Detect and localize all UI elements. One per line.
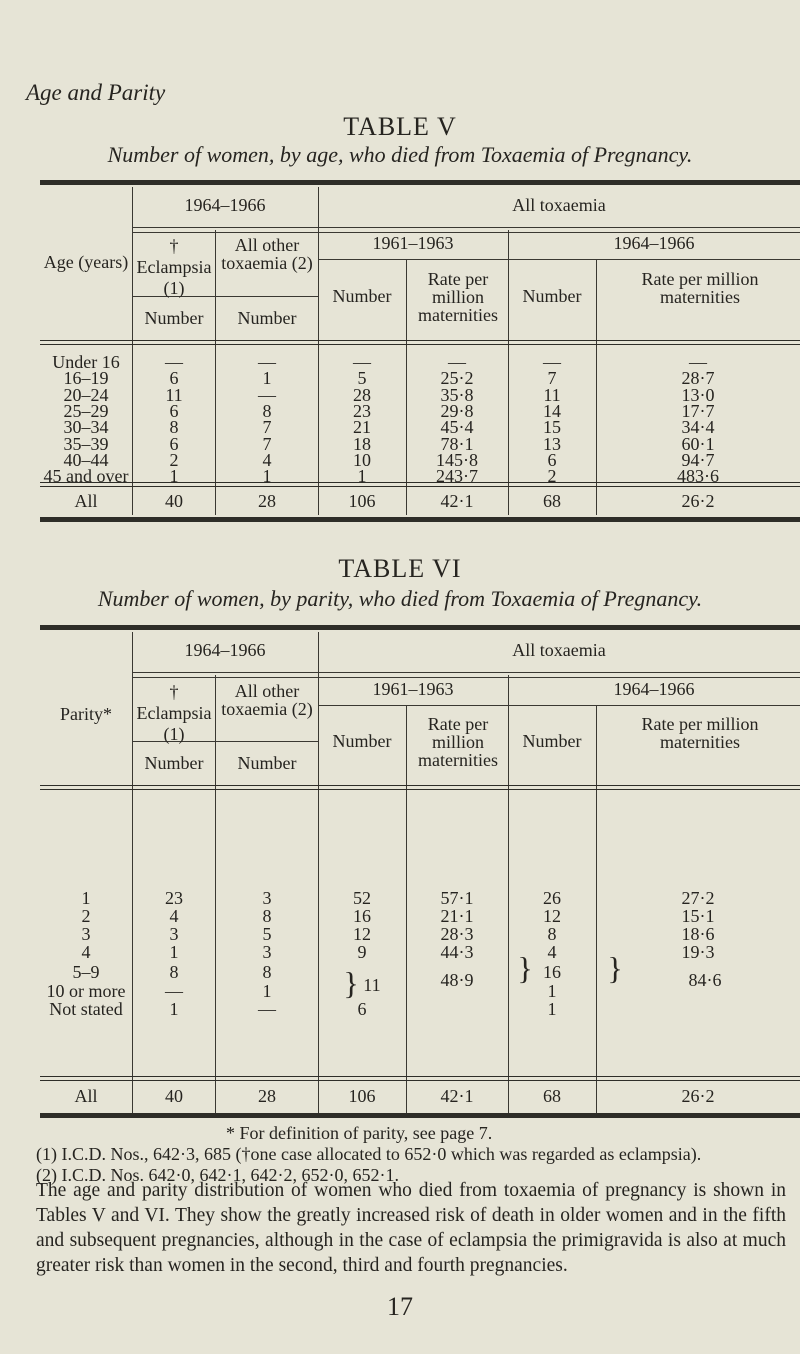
- table-vi-row-stub-cell: 1: [81, 888, 91, 908]
- footnote-parity: * For definition of parity, see page 7.: [226, 1123, 493, 1143]
- table-v-row-eclampsia-cell: 8: [169, 417, 179, 438]
- table-vi-row-number-1961-cell: 12: [353, 924, 371, 944]
- table-vi-row-other-cell: 3: [262, 888, 272, 908]
- table-v-number-header: Number: [522, 286, 582, 306]
- table-vi-row-number-1961-cell: 6: [357, 999, 367, 1019]
- table-v-total-eclampsia-cell: 40: [165, 491, 183, 511]
- table-v-row-number-1964-cell: 15: [543, 417, 561, 438]
- table-vi-row-other-cell: 5: [262, 924, 272, 944]
- table-vi-row-eclampsia-cell: —: [165, 981, 183, 1001]
- table-vi-period-1964: 1964–1966: [613, 679, 695, 699]
- table-v-row-rate-1964-cell: 17·7: [681, 400, 715, 421]
- table-v-row-number-1964-cell: 14: [543, 400, 561, 421]
- table-v-row-eclampsia-cell: 2: [169, 449, 179, 470]
- table-vi-row-rate-1964-cell: 15·1: [681, 906, 715, 926]
- table-vi-total-rate-1961-cell: 42·1: [440, 1086, 474, 1106]
- table-v-number-header: Number: [237, 308, 297, 328]
- table-v-bottom-rule: [40, 517, 800, 522]
- table-v-row-stub-cell: Under 16: [52, 352, 120, 372]
- table-v-row-number-1964-cell: 7: [547, 368, 557, 389]
- table-v-row-rate-1961-cell: 243·7: [436, 466, 478, 487]
- table-vi-row-number-1964-cell: 4: [547, 942, 557, 962]
- table-v-number-header: Number: [332, 286, 392, 306]
- brace-rate-1961: 48·9: [440, 970, 474, 990]
- table-v-caption: Number of women, by age, who died from Toxaemia of Pregnancy.: [107, 142, 693, 167]
- table-vi-row-number-1964-cell: 1: [547, 999, 557, 1019]
- page-number: 17: [387, 1292, 413, 1321]
- table-v-row-rate-1961-cell: 145·8: [436, 449, 478, 470]
- table-vi-row-other-cell: 8: [262, 906, 272, 926]
- table-vi-row-eclampsia-cell: 1: [169, 999, 179, 1019]
- table-vi-row-number-1964-cell: 16: [543, 962, 561, 982]
- table-v-row-rate-1964-cell: 94·7: [681, 449, 715, 470]
- table-v-row-other-cell: 7: [262, 433, 272, 454]
- table-vi-row-stub-cell: 3: [81, 924, 91, 944]
- table-v-row-stub-cell: 16–19: [63, 368, 109, 389]
- table-v-period-1961: 1961–1963: [372, 233, 454, 253]
- brace-number-1961: } 11: [343, 965, 381, 1001]
- table-v-row-number-1964-cell: 2: [547, 466, 557, 487]
- table-vi-row-number-1964-cell: 12: [543, 906, 561, 926]
- table-v-row-other-cell: 4: [262, 449, 272, 470]
- table-v-row-rate-1964-cell: 34·4: [681, 417, 715, 438]
- table-v-row-stub-cell: 25–29: [63, 400, 109, 421]
- table-v-row-other-cell: 1: [262, 466, 272, 487]
- table-vi-title: TABLE VI: [338, 554, 462, 583]
- table-v-row-number-1961-cell: 1: [357, 466, 367, 487]
- table-vi-row-other-cell: 3: [262, 942, 272, 962]
- footnote-1: (1) I.C.D. Nos., 642·3, 685 (†one case allocated to 652·0 which was regarded as eclampsia).: [36, 1144, 702, 1164]
- table-vi-total-other-cell: 28: [258, 1086, 276, 1106]
- table-v-row-eclampsia-cell: 11: [165, 384, 183, 405]
- table-v-row-number-1961-cell: 23: [353, 400, 371, 421]
- table-vi-total-stub-cell: All: [74, 1086, 98, 1106]
- table-v-row-rate-1961-cell: 35·8: [440, 384, 474, 405]
- table-v-rule: [318, 259, 800, 260]
- table-vi-row-stub-cell: 10 or more: [46, 981, 126, 1001]
- table-vi-row-other-cell: 1: [262, 981, 272, 1001]
- table-vi-row-eclampsia-cell: 1: [169, 942, 179, 962]
- table-v-row-rate-1964-cell: 483·6: [677, 466, 719, 487]
- table-v-row-rate-1964-cell: 13·0: [681, 384, 715, 405]
- table-v-row-number-1961-cell: 10: [353, 449, 371, 470]
- table-v-row-eclampsia-cell: 1: [169, 466, 179, 487]
- table-v-rate-header: Rate per million maternities: [641, 269, 759, 307]
- table-vi-row-number-1961-cell: 9: [357, 942, 367, 962]
- table-v-total-rate-1964-cell: 26·2: [681, 491, 715, 511]
- table-v-row-number-1964-cell: 6: [547, 449, 557, 470]
- table-v-row-number-1961-cell: 21: [353, 417, 371, 438]
- table-v-row-eclampsia-cell: 6: [169, 400, 179, 421]
- table-vi-row-rate-1964-cell: 19·3: [681, 942, 715, 962]
- table-v-stub-header: Age (years): [43, 252, 129, 272]
- table-v-total-stub-cell: All: [74, 491, 98, 511]
- table-vi-stub-header: Parity*: [60, 704, 112, 724]
- table-v-row-rate-1964-cell: 60·1: [681, 433, 715, 454]
- table-vi-row-stub-cell: 5–9: [72, 962, 100, 982]
- brace-number-1964: }: [517, 950, 533, 986]
- table-vi-row-other-cell: 8: [262, 962, 272, 982]
- table-vi-other-header: All other toxaemia (2): [221, 681, 313, 719]
- table-v-row-rate-1964-cell: —: [689, 352, 707, 372]
- table-vi-row-stub-cell: 2: [81, 906, 91, 926]
- table-v-row-stub-cell: 45 and over: [43, 466, 129, 487]
- table-vi-row-eclampsia-cell: 4: [169, 906, 179, 926]
- table-vi-row-rate-1961-cell: 57·1: [440, 888, 474, 908]
- table-v-total-number-1964-cell: 68: [543, 491, 561, 511]
- table-v-rate-header: Rate per million maternities: [418, 269, 498, 325]
- table-v-total-rate-1961-cell: 42·1: [440, 491, 474, 511]
- table-v-span-1964: 1964–1966: [184, 195, 266, 215]
- table-v-total-other-cell: 28: [258, 491, 276, 511]
- table-vi-rule: [318, 705, 800, 706]
- table-vi-row-number-1964-cell: 1: [547, 981, 557, 1001]
- table-vi-rate-header: Rate per million maternities: [418, 714, 498, 770]
- footnote-2: (2) I.C.D. Nos. 642·0, 642·1, 642·2, 652·0, 652·1.: [36, 1165, 399, 1185]
- table-vi-row-eclampsia-cell: 8: [169, 962, 179, 982]
- table-vi-row-rate-1964-cell: 27·2: [681, 888, 715, 908]
- table-vi-row-number-1961-cell: 52: [353, 888, 371, 908]
- table-vi-total-number-1961-cell: 106: [348, 1086, 376, 1106]
- table-vi-row-rate-1961-cell: 21·1: [440, 906, 474, 926]
- table-v-row-number-1964-cell: 11: [543, 384, 561, 405]
- table-v-eclampsia-header: † Eclampsia (1): [136, 236, 212, 298]
- table-vi-total-eclampsia-cell: 40: [165, 1086, 183, 1106]
- table-v-row-number-1964-cell: —: [543, 352, 561, 372]
- table-vi-total-number-1964-cell: 68: [543, 1086, 561, 1106]
- table-vi-row-other-cell: —: [258, 999, 276, 1019]
- table-v-row-stub-cell: 30–34: [63, 417, 109, 438]
- table-v-row-eclampsia-cell: —: [165, 352, 183, 372]
- table-v-period-1964: 1964–1966: [613, 233, 695, 253]
- table-v-span-all-toxaemia: All toxaemia: [512, 195, 606, 215]
- table-vi-span-1964: 1964–1966: [184, 640, 266, 660]
- table-v-row-other-cell: 1: [262, 368, 272, 389]
- table-v-row-stub-cell: 40–44: [63, 449, 109, 470]
- body-paragraph: The age and parity distribution of women who died from toxaemia of pregnancy is shown in Tables V and VI. They show the greatly increased risk of death in older women and in the fifth and subsequent pregnancies, although in the case of eclampsia the primigravida is also at much greater risk than women in the second, third and fourth pregnancies.: [36, 1180, 786, 1276]
- table-v-row-number-1961-cell: 5: [357, 368, 367, 389]
- table-vi-row-stub-cell: Not stated: [49, 999, 123, 1019]
- table-v-row-other-cell: 7: [262, 417, 272, 438]
- table-vi-caption: Number of women, by parity, who died from Toxaemia of Pregnancy.: [97, 586, 703, 611]
- table-v-row-other-cell: —: [258, 384, 276, 405]
- table-v-number-header: Number: [144, 308, 204, 328]
- table-v-title: TABLE V: [343, 112, 457, 141]
- table-vi-number-header: Number: [332, 731, 392, 751]
- table-v-row-number-1961-cell: —: [353, 352, 371, 372]
- table-vi-row-stub-cell: 4: [81, 942, 91, 962]
- table-vi-number-header: Number: [522, 731, 582, 751]
- table-v-header-rule: [40, 340, 800, 345]
- table-v-row-eclampsia-cell: 6: [169, 433, 179, 454]
- table-vi-period-1961: 1961–1963: [372, 679, 454, 699]
- table-vi-rule: [132, 672, 318, 678]
- table-v-row-stub-cell: 35–39: [63, 433, 109, 454]
- table-vi-number-header: Number: [144, 753, 204, 773]
- table-v-row-rate-1961-cell: 45·4: [440, 417, 474, 438]
- table-vi-header-rule: [40, 785, 800, 790]
- table-v-row-rate-1964-cell: 28·7: [681, 368, 715, 389]
- table-v-row-number-1961-cell: 28: [353, 384, 371, 405]
- table-vi-row-eclampsia-cell: 23: [165, 888, 183, 908]
- table-vi-row-rate-1961-cell: 44·3: [440, 942, 474, 962]
- brace-rate-1964-mark: }: [607, 950, 623, 986]
- table-v-row-rate-1961-cell: 78·1: [440, 433, 474, 454]
- table-vi-row-eclampsia-cell: 3: [169, 924, 179, 944]
- table-vi-number-header: Number: [237, 753, 297, 773]
- table-v-row-number-1964-cell: 13: [543, 433, 561, 454]
- table-v-row-rate-1961-cell: 25·2: [440, 368, 474, 389]
- table-vi-rule: [318, 672, 800, 678]
- table-vi-row-rate-1961-cell: 28·3: [440, 924, 474, 944]
- table-v-row-rate-1961-cell: 29·8: [440, 400, 474, 421]
- table-vi-total-rate-1964-cell: 26·2: [681, 1086, 715, 1106]
- table-vi-row-number-1964-cell: 26: [543, 888, 561, 908]
- table-v-total-number-1961-cell: 106: [348, 491, 376, 511]
- table-vi-row-number-1961-cell: 16: [353, 906, 371, 926]
- table-v-row-eclampsia-cell: 6: [169, 368, 179, 389]
- table-v-row-other-cell: 8: [262, 400, 272, 421]
- table-vi-span-all-toxaemia: All toxaemia: [512, 640, 606, 660]
- table-vi-rate-header: Rate per million maternities: [641, 714, 759, 752]
- table-v-rule: [132, 227, 318, 233]
- brace-rate-1964: 84·6: [688, 970, 722, 990]
- running-head: Age and Parity: [26, 80, 166, 105]
- table-v-row-rate-1961-cell: —: [448, 352, 466, 372]
- table-v-top-rule: [40, 180, 800, 185]
- table-vi-total-rule: [40, 1076, 800, 1081]
- table-v-row-stub-cell: 20–24: [63, 384, 109, 405]
- table-v-other-header: All other toxaemia (2): [221, 235, 313, 273]
- table-vi-top-rule: [40, 625, 800, 630]
- table-vi-row-rate-1964-cell: 18·6: [681, 924, 715, 944]
- table-v-row-number-1961-cell: 18: [353, 433, 371, 454]
- table-vi-eclampsia-header: † Eclampsia (1): [136, 682, 212, 744]
- table-v-row-other-cell: —: [258, 352, 276, 372]
- table-vi-bottom-rule: [40, 1113, 800, 1118]
- table-vi-row-number-1964-cell: 8: [547, 924, 557, 944]
